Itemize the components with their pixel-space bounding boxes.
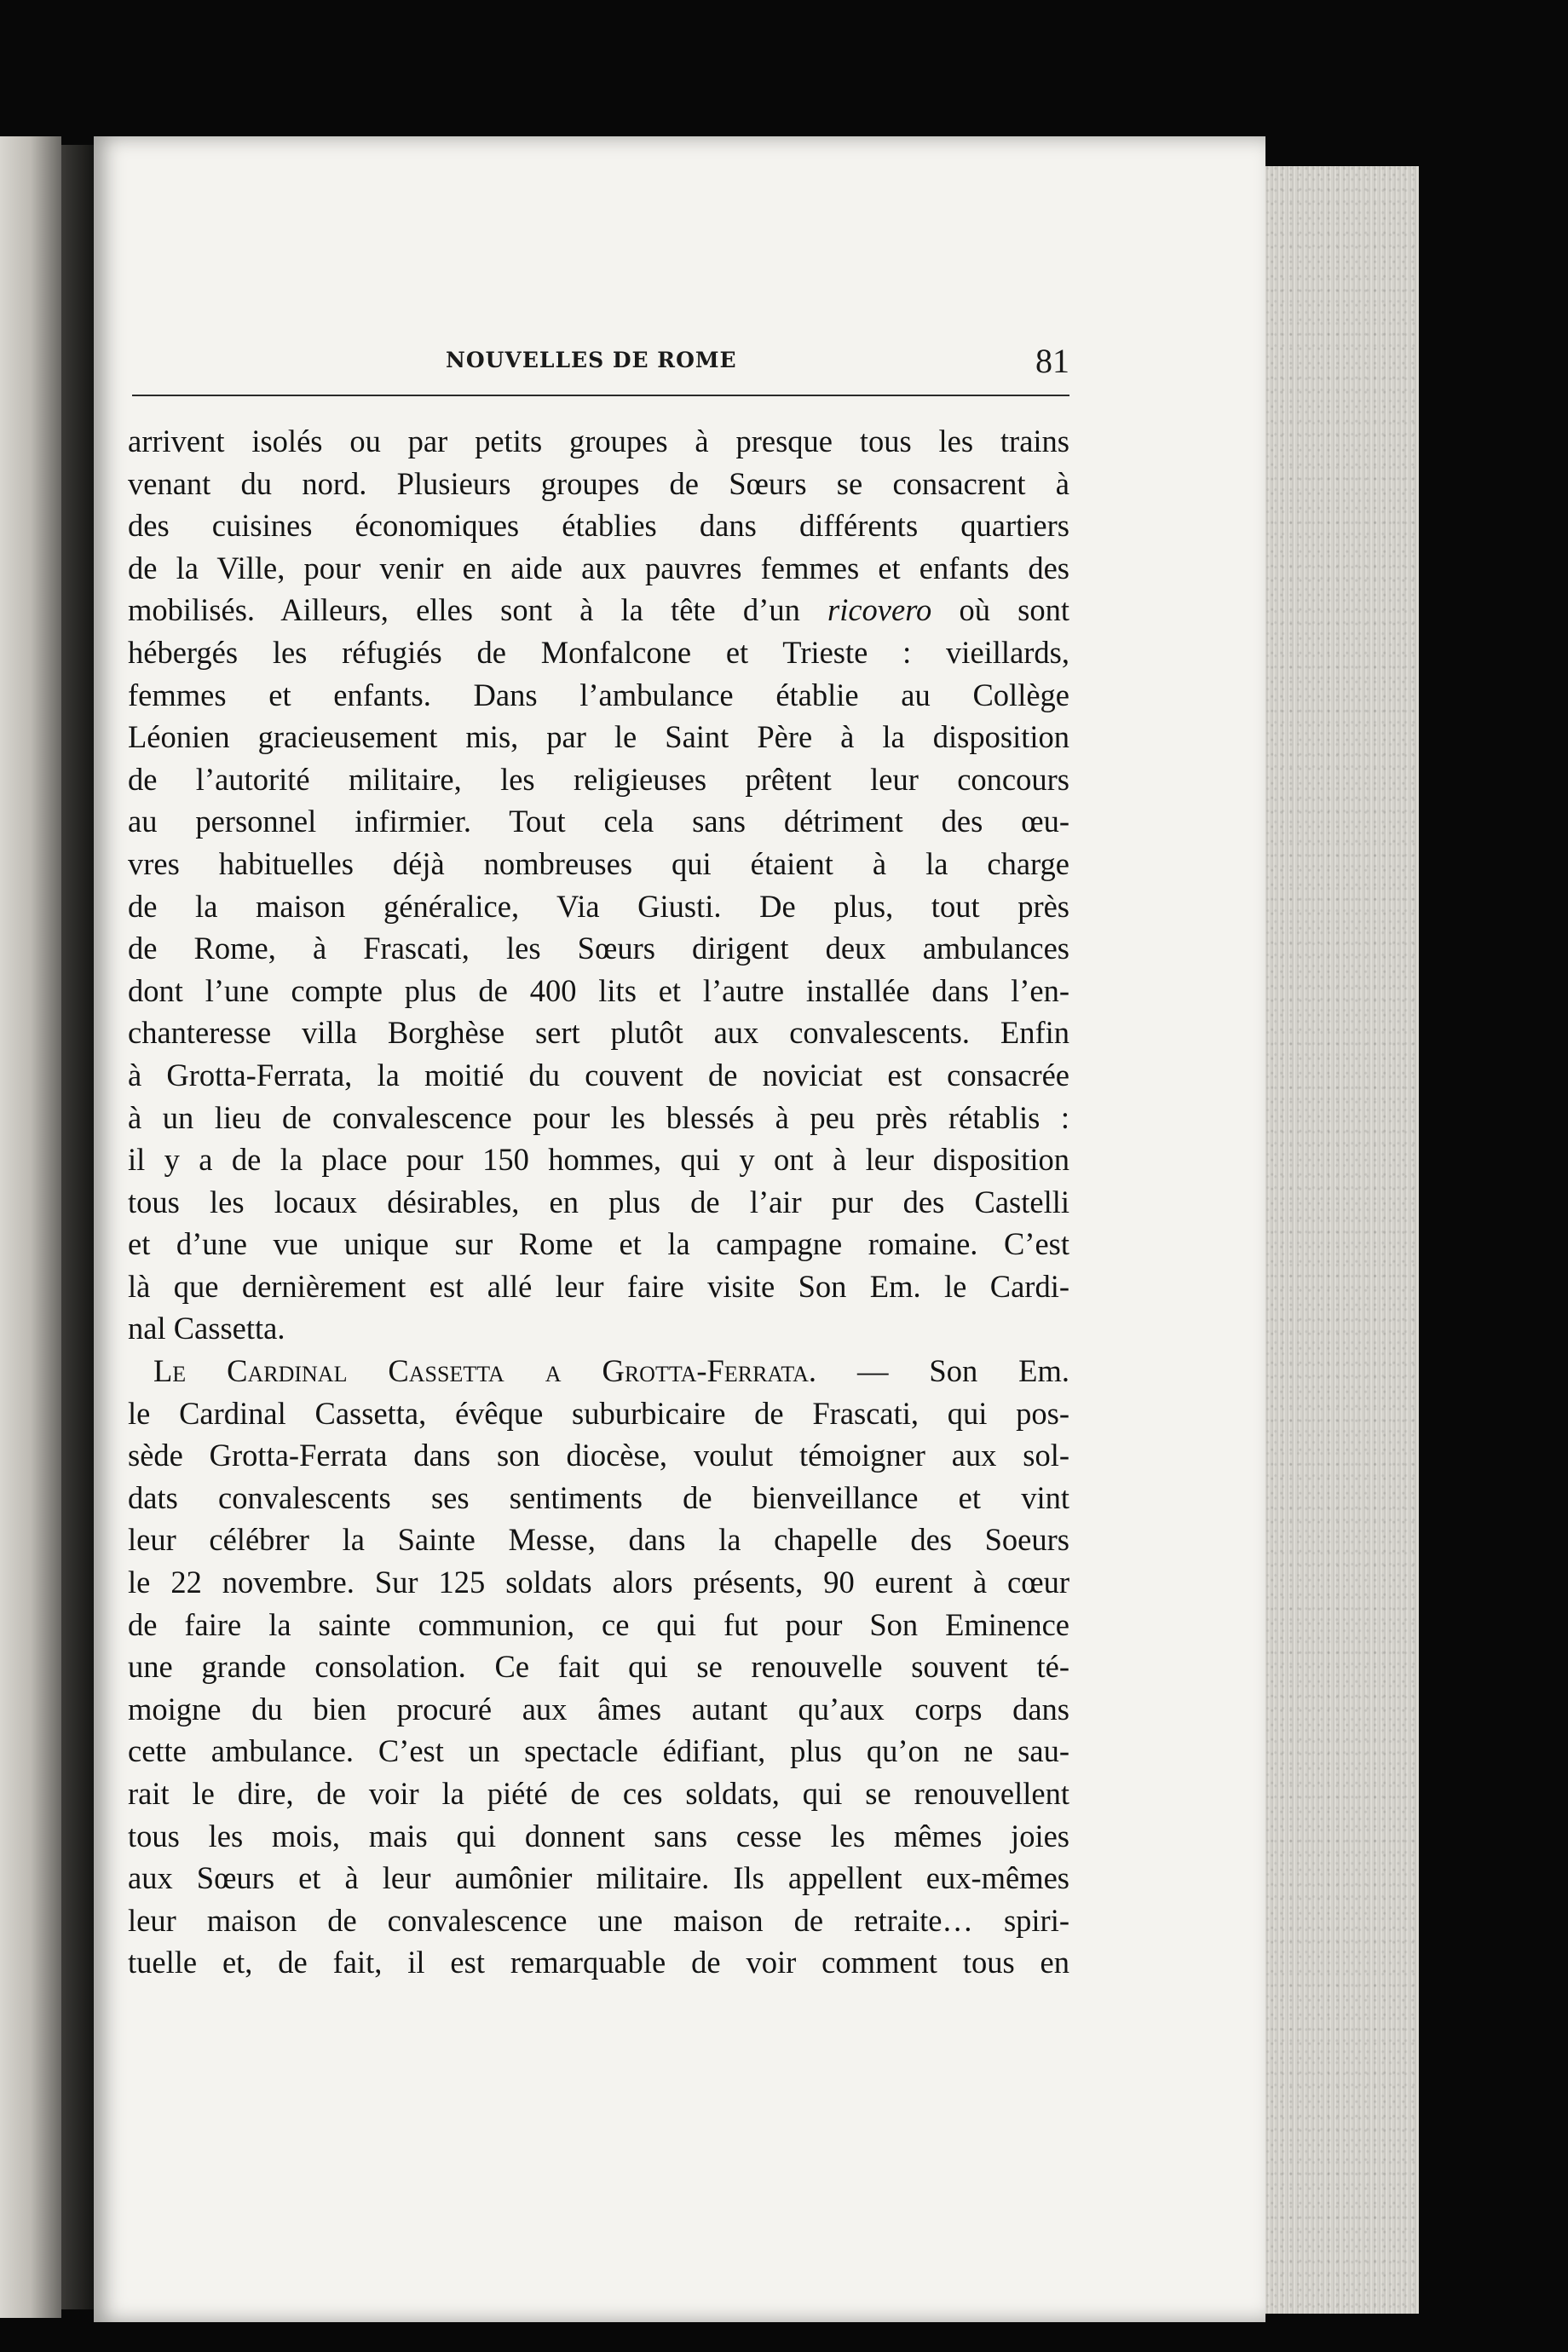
running-title: NOUVELLES DE ROME: [446, 348, 737, 372]
text-line: à un lieu de convalescence pour les blessés à peu près rétablis :: [128, 1099, 1069, 1135]
section-heading-line: [128, 1350, 1069, 1392]
section-heading-tail: — Son Em.: [816, 1353, 1069, 1389]
text-line: vres habituelles déjà nombreuses qui étaient à la charge: [128, 845, 1069, 881]
text-line: de l’autorité militaire, les religieuses prêtent leur concours: [128, 761, 1069, 797]
text-line: venant du nord. Plusieurs groupes de Sœurs se consacrent à: [128, 465, 1069, 501]
text-line: chanteresse villa Borghèse sert plutôt aux convalescents. Enfin: [128, 1015, 1069, 1051]
running-header: [132, 341, 1069, 392]
text-line: de la maison généralice, Via Giusti. De plus, tout près: [128, 888, 1069, 924]
body-text: [128, 420, 1069, 1984]
text-line: une grande consolation. Ce fait qui se renouvelle souvent té-: [128, 1649, 1069, 1685]
text-line: leur célébrer la Sainte Messe, dans la chapelle des Soeurs: [128, 1522, 1069, 1558]
text-line: aux Sœurs et à leur aumônier militaire. Ils appellent eux-mêmes: [128, 1860, 1069, 1896]
italic-word: ricovero: [827, 592, 932, 628]
text-line: nal Cassetta.: [128, 1311, 285, 1346]
page-number: 81: [1035, 342, 1069, 380]
text-line: des cuisines économiques établies dans différents quartiers: [128, 508, 1069, 544]
text-line: sède Grotta-Ferrata dans son diocèse, voulut témoigner aux sol-: [128, 1438, 1069, 1473]
text-line: leur maison de convalescence une maison de retraite… spiri-: [128, 1902, 1069, 1938]
text-line: tous les mois, mais qui donnent sans cesse les mêmes joies: [128, 1818, 1069, 1853]
page-block-edge: [1265, 166, 1419, 2314]
text-line: tuelle et, de fait, il est remarquable de voir comment tous en: [128, 1945, 1069, 1980]
text-line: arrivent isolés ou par petits groupes à presque tous les trains: [128, 424, 1069, 458]
text-line: femmes et enfants. Dans l’ambulance établie au Collège: [128, 677, 1069, 712]
text-line: rait le dire, de voir la piété de ces soldats, qui se renouvellent: [128, 1776, 1069, 1811]
text-line: à Grotta-Ferrata, la moitié du couvent de noviciat est consacrée: [128, 1057, 1069, 1092]
text-line: tous les locaux désirables, en plus de l’air pur des Castelli: [128, 1184, 1069, 1219]
text-line: dont l’une compte plus de 400 lits et l’autre installée dans l’en-: [128, 972, 1069, 1008]
text-line: il y a de la place pour 150 hommes, qui y ont à leur disposition: [128, 1142, 1069, 1178]
text-line: de faire la sainte communion, ce qui fut pour Son Eminence: [128, 1606, 1069, 1642]
text-line: de la Ville, pour venir en aide aux pauvres femmes et enfants des: [128, 550, 1069, 585]
text-line: dats convalescents ses sentiments de bienveillance et vint: [128, 1479, 1069, 1515]
left-page-edge: [0, 136, 61, 2318]
text-line-ricovero: mobilisés. Ailleurs, elles sont à la tête d’un ricovero où sont: [128, 592, 1069, 628]
text-line: Léonien gracieusement mis, par le Saint Père à la disposition: [128, 719, 1069, 755]
text-line: hébergés les réfugiés de Monfalcone et Trieste : vieillards,: [128, 634, 1069, 670]
text-line: là que dernièrement est allé leur faire visite Son Em. le Cardi-: [128, 1268, 1069, 1304]
section-heading: Le Cardinal Cassetta a Grotta-Ferrata.: [153, 1353, 817, 1389]
text-line: cette ambulance. C’est un spectacle édifiant, plus qu’on ne sau-: [128, 1733, 1069, 1769]
text-line: et d’une vue unique sur Rome et la campagne romaine. C’est: [128, 1226, 1069, 1262]
text-line: au personnel infirmier. Tout cela sans détriment des œu-: [128, 804, 1069, 839]
text-line: le Cardinal Cassetta, évêque suburbicaire de Frascati, qui pos-: [128, 1395, 1069, 1431]
book-gutter: [61, 145, 94, 2309]
text-line: le 22 novembre. Sur 125 soldats alors présents, 90 eurent à cœur: [128, 1565, 1069, 1600]
text-line: de Rome, à Frascati, les Sœurs dirigent deux ambulances: [128, 931, 1069, 966]
text-line: moigne du bien procuré aux âmes autant qu’aux corps dans: [128, 1691, 1069, 1727]
header-rule: [132, 395, 1069, 396]
